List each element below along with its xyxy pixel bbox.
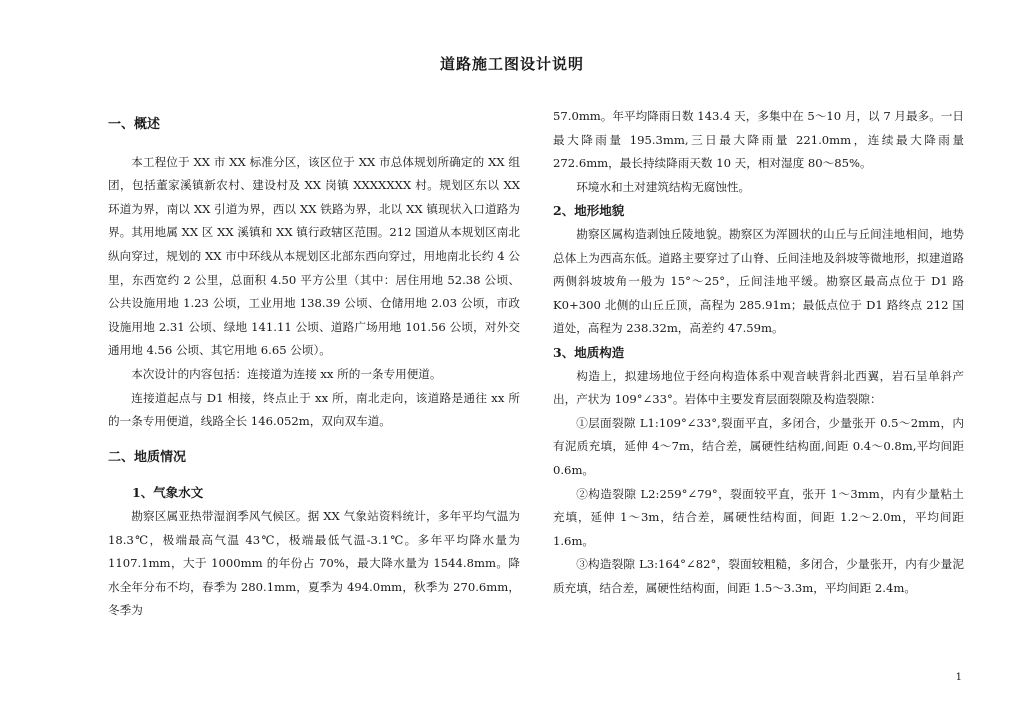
overview-paragraph-2: 本次设计的内容包括：连接道为连接 xx 所的一条专用便道。	[131, 366, 442, 381]
environment-paragraph: 环境水和土对建筑结构无腐蚀性。	[576, 179, 751, 194]
spacer	[108, 434, 520, 446]
terrain-paragraph: 勘察区属构造剥蚀丘陵地貌。勘察区为浑圆状的山丘与丘间洼地相间，地势总体上为西高东低。道路主要穿过了山脊、丘间洼地及斜坡等微地形，拟建道路两侧斜坡坡角一般为 15°～25°，丘间洼地平缓。勘察区最高点位于 D1 路 K0+300 北侧的山丘丘顶，高程为 285.91m；最低点位于 D1 路终点 212 国道处，高程为 238.32m，高差约 47.59m。	[553, 226, 964, 336]
fissure-item-1: ①层面裂隙 L1:109°∠33°,裂面平直，多闭合，少量张开 0.5～2mm，内有泥质充填，延伸 4～7m，结合差，属硬性结构面,间距 0.4～0.8m,平均间距 0.6m。	[553, 415, 964, 477]
subsection-heading-structure: 3、地质构造	[553, 344, 625, 360]
section-heading-overview: 一、概述	[108, 117, 161, 132]
climate-paragraph: 勘察区属亚热带湿润季风气候区。据 XX 气象站资料统计，多年平均气温为 18.3℃，极端最高气温 43℃，极端最低气温-3.1℃。多年平均降水量为 1107.1mm，大于 1000mm 的年份占 70%，最大降水量为 1544.8mm。降水全年分布不均，春季为 280.1mm，夏季为 494.0mm，秋季为 270.6mm，冬季为	[108, 508, 520, 618]
left-column	[108, 105, 520, 623]
fissure-item-2: ②构造裂隙 L2:259°∠79°，裂面较平直，张开 1～3mm，内有少量粘土充填，延伸 1～3m，结合差，属硬性结构面，间距 1.2～2.0m，平均间距 1.6m。	[553, 486, 964, 548]
subsection-heading-terrain: 2、地形地貌	[553, 203, 625, 219]
fissure-item-3: ③构造裂隙 L3:164°∠82°，裂面较粗糙，多闭合，少量张开，内有少量泥质充填，结合差，属硬性结构面，间距 1.5～3.3m，平均间距 2.4m。	[553, 557, 964, 595]
climate-paragraph-continued: 57.0mm。年平均降雨日数 143.4 天，多集中在 5～10 月，以 7 月最多。一日最大降雨量 195.3mm,三日最大降雨量 221.0mm，连续最大降雨量 272.6mm，最长持续降雨天数 10 天，相对湿度 80～85%。	[553, 109, 964, 171]
right-column	[553, 105, 964, 600]
subsection-heading-climate: 1、气象水文	[132, 485, 204, 501]
page-number: 1	[955, 672, 962, 683]
document-title: 道路施工图设计说明	[439, 55, 584, 73]
spacer	[108, 137, 520, 151]
structure-paragraph: 构造上，拟建场地位于经向构造体系中观音峡背斜北西翼，岩石呈单斜产出，产状为 109°∠33°。岩体中主要发育层面裂隙及构造裂隙：	[553, 368, 964, 407]
overview-paragraph-1: 本工程位于 XX 市 XX 标准分区，该区位于 XX 市总体规划所确定的 XX 组团，包括董家溪镇新农村、建设村及 XX 岗镇 XXXXXXX 村。规划区东以 XX 环道为界，南以 XX 引道为界，西以 XX 铁路为界，北以 XX 镇现状入口道路为界。其用地属 XX 区 XX 溪镇和 XX 镇行政辖区范围。212 国道从本规划区南北纵向穿过，规划的 XX 市中环线从本规划区北部东西向穿过，用地南北长约 4 公里，东西宽约 2 公里，总面积 4.50 平方公里（其中：居住用地 52.38 公顷、公共设施用地 1.23 公顷，工业用地 138.39 公顷、仓储用地 2.03 公顷，市政设施用地 2.31 公顷、绿地 141.11 公顷、道路广场用地 101.56 公顷，对外交通用地 4.56 公顷、其它用地 6.65 公顷）。	[108, 154, 520, 358]
overview-paragraph-3: 连接道起点与 D1 相接，终点止于 xx 所，南北走向，该道路是通往 xx 所的一条专用便道，线路全长 146.052m，双向双车道。	[108, 390, 520, 429]
section-heading-geology: 二、地质情况	[108, 449, 187, 465]
spacer	[108, 469, 520, 481]
